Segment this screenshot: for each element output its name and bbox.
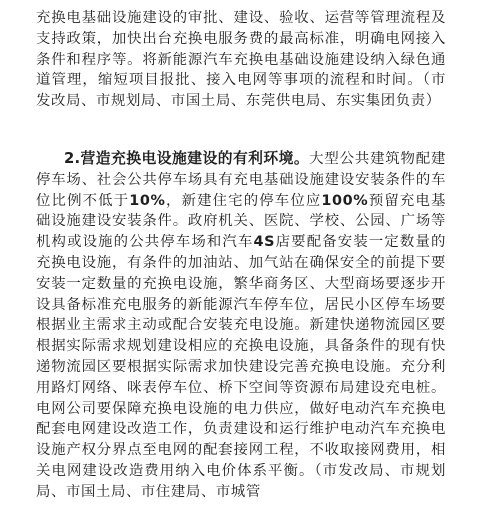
paragraph-2-run-5: 预留充电基础设施建设安装条件。政府机关、医院、学校、公园、广场等机构或设施的公共停车场和汽车 — [36, 192, 446, 251]
paragraph-2-body — [36, 149, 446, 503]
paragraph-1 — [36, 8, 446, 112]
section-heading: 2.营造充换电设施建设的有利环境。 — [64, 150, 310, 167]
percent-10: 10% — [129, 192, 166, 209]
paragraph-2-run-1: 大型公共建筑物配建停车场、社会公共停车场具有充电基础设施建设安装条件的车位比例不低于 — [36, 151, 446, 209]
paragraph-1-text: 充换电基础设施建设的审批、建设、验收、运营等管理流程及支持政策，加快出台充换电服务费的最高标准，明确电网接入条件和程序等。将新能源汽车充换电基础设施建设纳入绿色通道管理，缩短项目报批、接入电网等事项的流程和时间。（市发改局、市规划局、市国土局、东莞供电局、东实集团负责） — [36, 10, 446, 110]
paragraph-2 — [36, 149, 446, 503]
paragraph-2-run-7: 店要配备安装一定数量的充换电设施，有条件的加油站、加气站在确保安全的前提下要安装一定数量的充换电设施，繁华商务区、大型商场要逐步开设具备标准充电服务的新能源汽车停车位，居民小区停车场要根据业主需求主动或配合安装充电设施。新建快递物流园区要根据实际需求规划建设相应的充换电设施，具备条件的现有快递物流园区要根据实际需求加快建设完善充换电设施。充分利用路灯网络、咪表停车位、桥下空间等资源布局建设充电桩。电网公司要保障充换电设施的电力供应，做好电动汽车充换电配套电网建设改造工作，负责建设和运行维护电动汽车充换电设施产权分界点至电网的配套接网工程，不收取接网费用，相关电网建设改造费用纳入电价体系平衡。（市发改局、市规划局、市国土局、市住建局、市城管 — [36, 234, 446, 500]
paragraph-2-run-3: ，新建住宅的停车位应 — [165, 192, 322, 209]
four-s-label: 4S — [253, 234, 276, 251]
percent-100: 100% — [321, 192, 369, 209]
